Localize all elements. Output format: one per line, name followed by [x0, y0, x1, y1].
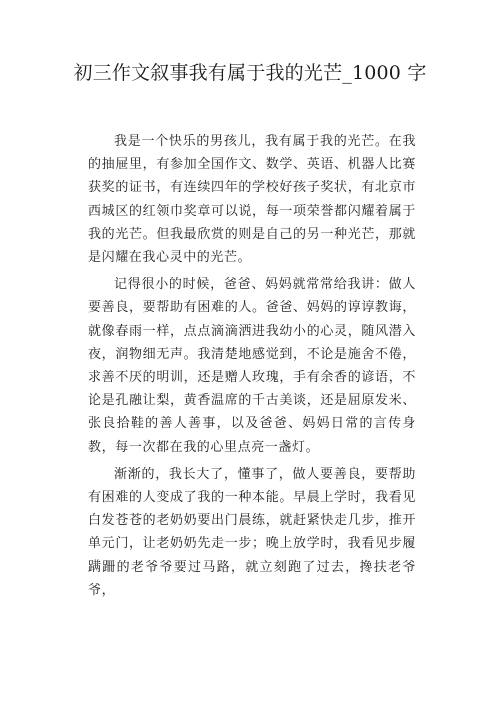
document-body: [88, 130, 416, 606]
paragraph-1: 我是一个快乐的男孩儿，我有属于我的光芒。在我的抽屉里，有参加全国作文、数学、英语、机器人比赛获奖的证书，有连续四年的学校好孩子奖状，有北京市西城区的红领巾奖章可以说，每一项荣誉都闪耀着属于我的光芒。但我最欣赏的则是自己的另一种光芒，那就是闪耀在我心灵中的光芒。: [88, 134, 416, 266]
paragraph-3: 渐渐的，我长大了，懂事了，做人要善良，要帮助有困难的人变成了我的一种本能。早晨上学时，我看见白发苍苍的老奶奶要出门晨练，就赶紧快走几步，推开单元门，让老奶奶先走一步；晚上放学时，我看见步履蹒跚的老爷爷要过马路，就立刻跑了过去，搀扶老爷爷，: [88, 466, 416, 598]
document-title: 初三作文叙事我有属于我的光芒_1000 字: [73, 62, 427, 84]
paragraph-2: 记得很小的时候，爸爸、妈妈就常常给我讲：做人要善良，要帮助有困难的人。爸爸、妈妈的谆谆教诲，就像春雨一样，点点滴滴洒进我幼小的心灵，随风潜入夜，润物细无声。我清楚地感觉到，不论是施舍不倦，求善不厌的明训，还是赠人玫瑰，手有余香的谚语，不论是孔融让梨，黄香温席的千古美谈，还是屈原发米、张良拾鞋的善人善事，以及爸爸、妈妈日常的言传身教，每一次都在我的心里点亮一盏灯。: [88, 277, 416, 455]
